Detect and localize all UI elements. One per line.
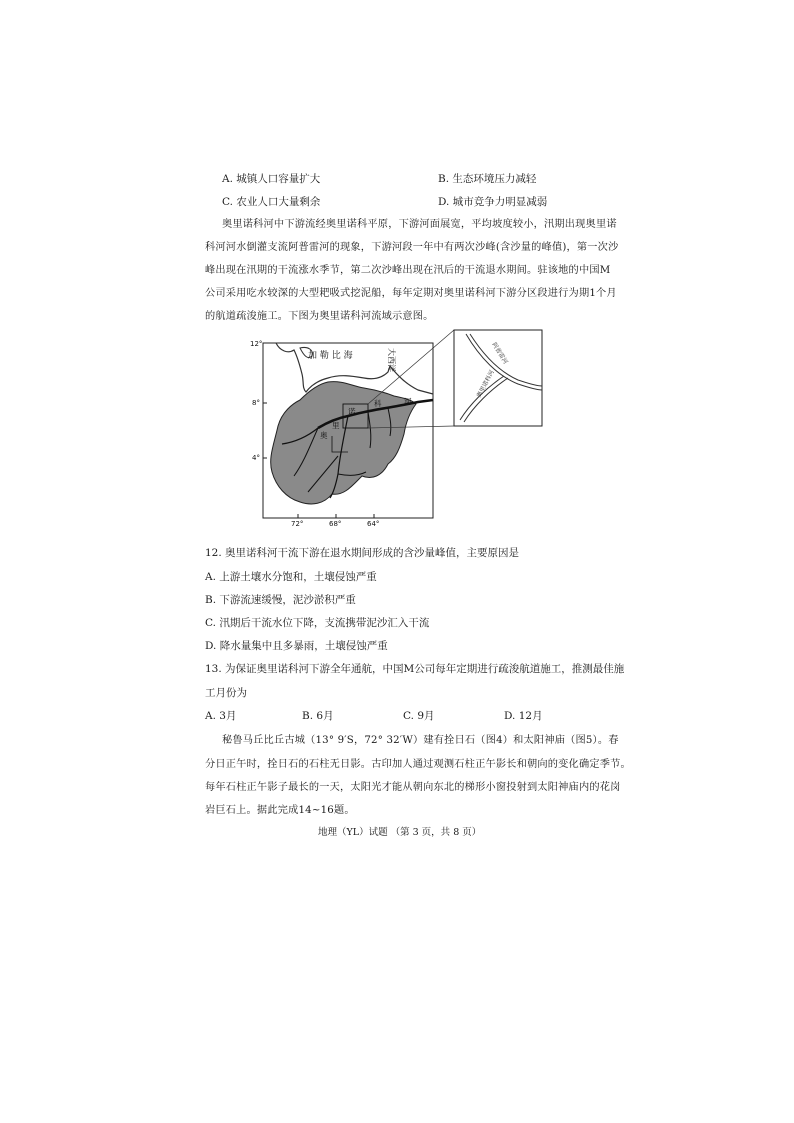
lat-label: 8° xyxy=(252,399,260,407)
river-char: 里 xyxy=(332,421,340,430)
river-char: 诺 xyxy=(348,407,356,416)
intro1-line: 峰出现在汛期的干流涨水季节，第二次沙峰出现在汛后的干流退水期间。驻该地的中国M xyxy=(205,265,611,276)
lat-label: 12° xyxy=(250,340,263,348)
ao-label: 奥 xyxy=(320,431,328,440)
q12-option-c: C. 汛期后干流水位下降，支流携带泥沙汇入干流 xyxy=(205,617,430,629)
q12-stem: 12. 奥里诺科河干流下游在退水期间形成的含沙量峰值，主要原因是 xyxy=(205,547,520,559)
intro1-line: 的航道疏浚施工。下图为奥里诺科河流域示意图。 xyxy=(205,311,434,322)
q11-option-b: B. 生态环境压力减轻 xyxy=(438,173,537,185)
page-footer: 地理（YL）试题 （第 3 页，共 8 页） xyxy=(318,827,482,838)
intro2-line: 岩巨石上。据此完成14~16题。 xyxy=(205,805,355,816)
q12-option-b: B. 下游流速缓慢，泥沙淤积严重 xyxy=(205,594,356,606)
lon-label: 72° xyxy=(291,520,304,526)
intro2-line: 每年石柱正午影子最长的一天，太阳光才能从朝向东北的梯形小窗投射到太阳神庙内的花岗 xyxy=(205,782,621,793)
intro1-line: 科河河水倒灌支流阿普雷河的现象，下游河段一年中有两次沙峰(含沙量的峰值)，第一次沙 xyxy=(205,242,619,253)
q13-option-c: C. 9月 xyxy=(403,710,435,722)
q13-option-b: B. 6月 xyxy=(302,710,334,722)
q12-option-a: A. 上游土壤水分饱和，土壤侵蚀严重 xyxy=(205,571,377,583)
q11-option-a: A. 城镇人口容量扩大 xyxy=(222,173,321,185)
lat-label: 4° xyxy=(252,454,260,462)
lon-label: 68° xyxy=(329,520,342,526)
orinoco-basin-map xyxy=(248,326,548,526)
inset-orinoco-label: 奥里诺科河 xyxy=(475,369,496,399)
q13-stem-line1: 13. 为保证奥里诺科河下游全年通航，中国M公司每年定期进行疏浚航道施工，推测最佳施 xyxy=(205,663,625,675)
q11-option-d: D. 城市竞争力明显减弱 xyxy=(438,196,548,208)
intro2-line: 分日正午时，拴日石的石柱无日影。古印加人通过观测石柱正午影长和朝向的变化确定季节。 xyxy=(205,759,631,770)
q11-option-c: C. 农业人口大量剩余 xyxy=(222,196,321,208)
intro1-line: 公司采用吃水较深的大型耙吸式挖泥船，每年定期对奥里诺科河下游分区段进行为期1个月 xyxy=(205,288,617,299)
intro1-line: 奥里诺科河中下游流经奥里诺科平原，下游河面展宽，平均坡度较小，汛期出现奥里诺 xyxy=(222,219,617,230)
q13-option-a: A. 3月 xyxy=(205,710,237,722)
q13-option-d: D. 12月 xyxy=(504,710,543,722)
caribbean-sea-label: 加 勒 比 海 xyxy=(308,351,353,361)
q13-stem-line2: 工月份为 xyxy=(205,687,247,699)
inset-apure-label: 阿普雷河 xyxy=(490,341,509,366)
q12-option-d: D. 降水量集中且多暴雨，土壤侵蚀严重 xyxy=(205,640,388,652)
lon-label: 64° xyxy=(367,520,380,526)
atlantic-ocean-label: 大西洋 xyxy=(387,348,396,372)
intro2-line: 秘鲁马丘比丘古城（13° 9′S，72° 32′W）建有拴日石（图4）和太阳神庙（图5）。春 xyxy=(222,735,619,746)
river-char: 河 xyxy=(404,397,412,406)
river-char: 科 xyxy=(374,399,382,408)
